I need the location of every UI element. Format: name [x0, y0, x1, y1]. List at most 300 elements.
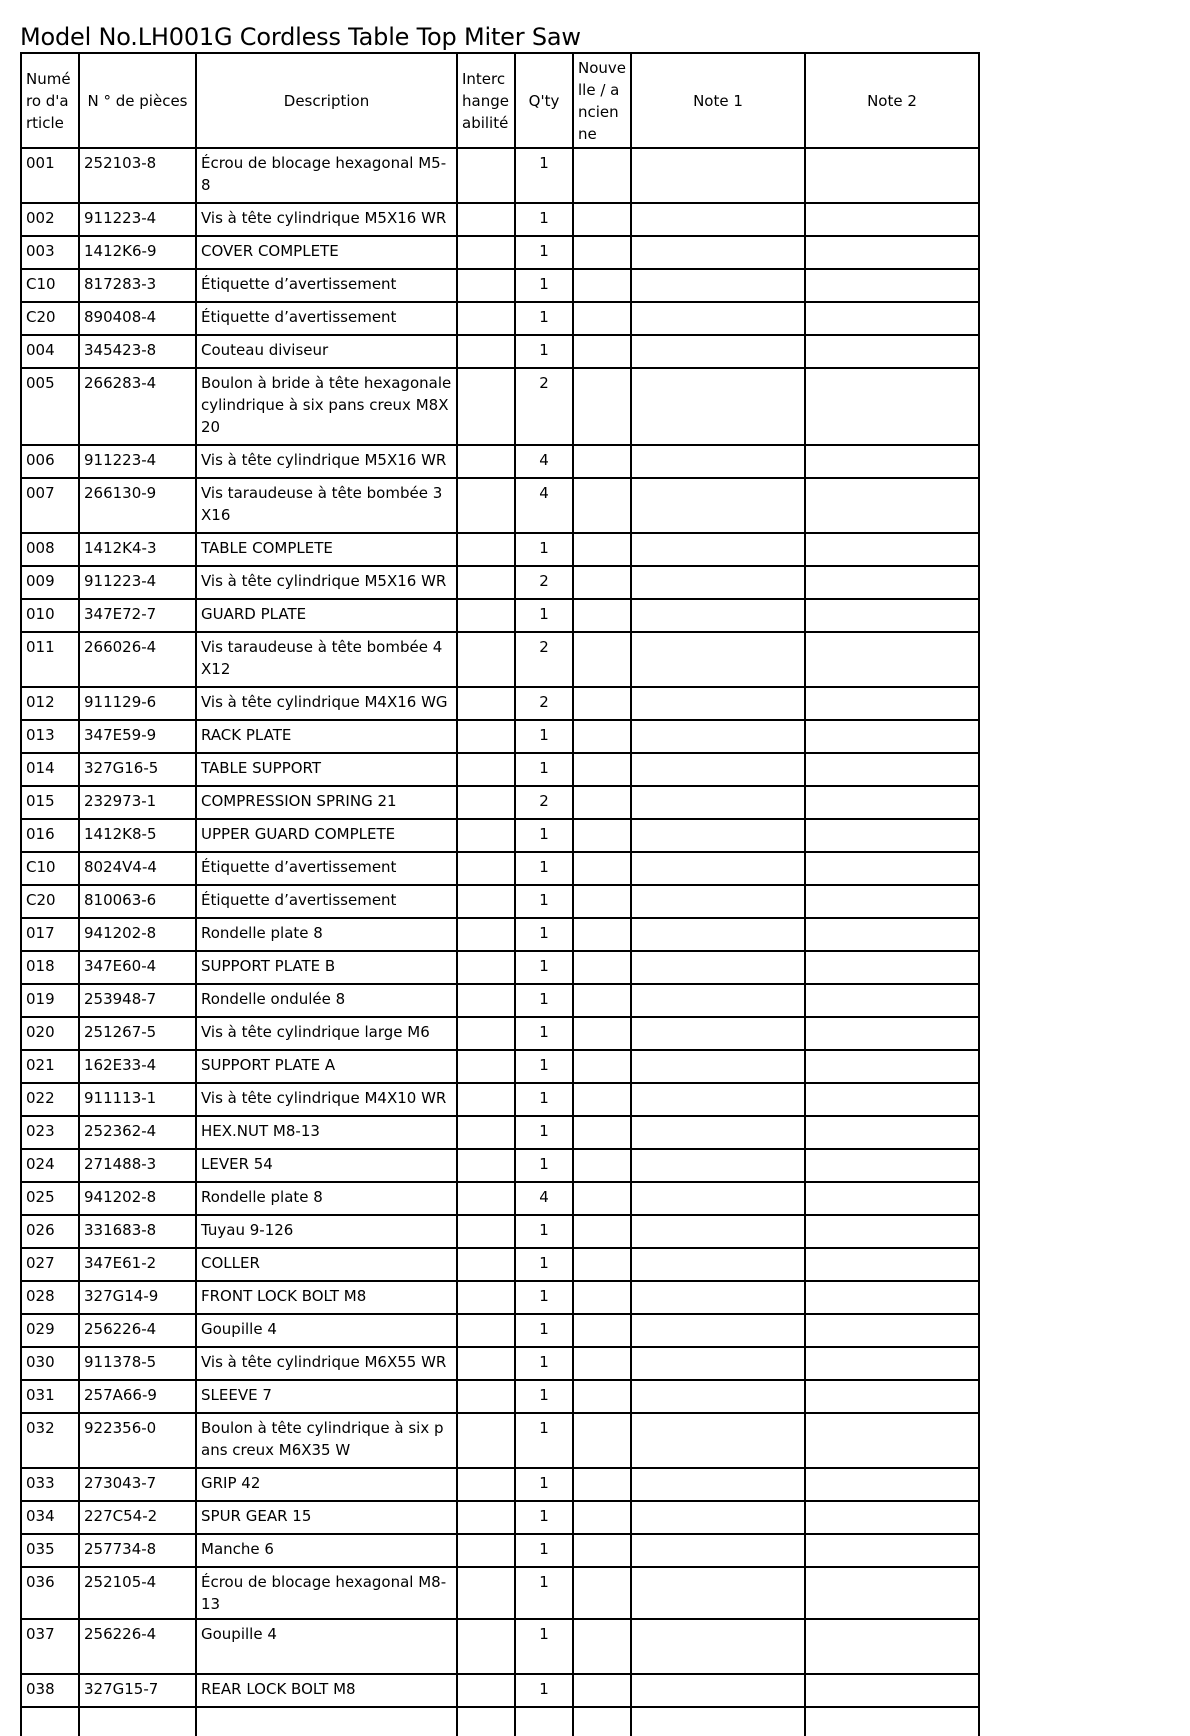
- part-no-cell: 252103-8: [79, 148, 196, 203]
- part-no-cell: 227C54-2: [79, 1501, 196, 1534]
- qty-cell: 1: [515, 1050, 573, 1083]
- description-cell: COVER COMPLETE: [196, 236, 457, 269]
- qty-cell: 2: [515, 786, 573, 819]
- interchangeability-cell: [457, 687, 515, 720]
- table-row: [21, 918, 979, 951]
- item-no-cell: C20: [21, 302, 79, 335]
- description-cell: RACK PLATE: [196, 720, 457, 753]
- interchangeability-cell: [457, 819, 515, 852]
- qty-cell: 4: [515, 478, 573, 533]
- part-no-cell: 911113-1: [79, 1083, 196, 1116]
- description-cell: HEX.NUT M8-13: [196, 1116, 457, 1149]
- part-no-cell: 252362-4: [79, 1116, 196, 1149]
- part-no-cell: 257734-8: [79, 1534, 196, 1567]
- item-no-cell: 021: [21, 1050, 79, 1083]
- note1-cell: [631, 1182, 805, 1215]
- qty-cell: 1: [515, 1248, 573, 1281]
- note2-cell: [805, 1413, 979, 1468]
- qty-cell: 2: [515, 687, 573, 720]
- note2-cell: [805, 1116, 979, 1149]
- description-cell: Boulon à bride à tête hexagonale cylindrique à six pans creux M8X20: [196, 368, 457, 445]
- note1-cell: [631, 819, 805, 852]
- description-cell: Étiquette d’avertissement: [196, 852, 457, 885]
- note1-cell: [631, 533, 805, 566]
- part-no-cell: 810063-6: [79, 885, 196, 918]
- item-no-cell: 017: [21, 918, 79, 951]
- item-no-cell: 024: [21, 1149, 79, 1182]
- part-no-cell: 253948-7: [79, 984, 196, 1017]
- table-row: [21, 852, 979, 885]
- new-old-cell: [573, 1674, 631, 1707]
- item-no-cell: 033: [21, 1468, 79, 1501]
- note1-cell: [631, 1413, 805, 1468]
- table-row: [21, 566, 979, 599]
- item-no-cell: 023: [21, 1116, 79, 1149]
- part-no-cell: 922356-0: [79, 1413, 196, 1468]
- note1-cell: [631, 1050, 805, 1083]
- header-qty: Q'ty: [515, 53, 573, 148]
- description-cell: Vis à tête cylindrique M4X16 WG: [196, 687, 457, 720]
- interchangeability-cell: [457, 148, 515, 203]
- new-old-cell: [573, 852, 631, 885]
- note2-cell: [805, 368, 979, 445]
- item-no-cell: C10: [21, 269, 79, 302]
- note2-cell: [805, 753, 979, 786]
- item-no-cell: 037: [21, 1619, 79, 1674]
- header-note2: Note 2: [805, 53, 979, 148]
- note2-cell: [805, 1248, 979, 1281]
- table-row: [21, 1215, 979, 1248]
- note1-cell: [631, 1567, 805, 1619]
- interchangeability-cell: [457, 269, 515, 302]
- interchangeability-cell: [457, 1567, 515, 1619]
- description-cell: TABLE SUPPORT: [196, 753, 457, 786]
- interchangeability-cell: [457, 1380, 515, 1413]
- description-cell: TABLE COMPLETE: [196, 533, 457, 566]
- new-old-cell: [573, 1182, 631, 1215]
- note1-cell: [631, 1468, 805, 1501]
- note2-cell: [805, 1534, 979, 1567]
- part-no-cell: 327G14-9: [79, 1281, 196, 1314]
- interchangeability-cell: [457, 368, 515, 445]
- description-cell: Écrou de blocage hexagonal M5-8: [196, 148, 457, 203]
- interchangeability-cell: [457, 445, 515, 478]
- description-cell: Étiquette d’avertissement: [196, 885, 457, 918]
- note2-cell: [805, 236, 979, 269]
- note1-cell: [631, 566, 805, 599]
- item-no-cell: 027: [21, 1248, 79, 1281]
- table-row: [21, 1182, 979, 1215]
- header-note1: Note 1: [631, 53, 805, 148]
- qty-cell: 1: [515, 269, 573, 302]
- description-cell: Vis à tête cylindrique M5X16 WR: [196, 566, 457, 599]
- empty-cell: [21, 1707, 79, 1736]
- note2-cell: [805, 885, 979, 918]
- item-no-cell: 031: [21, 1380, 79, 1413]
- qty-cell: 2: [515, 566, 573, 599]
- new-old-cell: [573, 918, 631, 951]
- note2-cell: [805, 203, 979, 236]
- note2-cell: [805, 918, 979, 951]
- description-cell: Goupille 4: [196, 1619, 457, 1674]
- item-no-cell: 019: [21, 984, 79, 1017]
- description-cell: Vis à tête cylindrique M4X10 WR: [196, 1083, 457, 1116]
- new-old-cell: [573, 566, 631, 599]
- part-no-cell: 347E61-2: [79, 1248, 196, 1281]
- part-no-cell: 252105-4: [79, 1567, 196, 1619]
- new-old-cell: [573, 335, 631, 368]
- table-row-empty: [21, 1707, 979, 1736]
- part-no-cell: 941202-8: [79, 1182, 196, 1215]
- table-row: [21, 885, 979, 918]
- item-no-cell: 014: [21, 753, 79, 786]
- qty-cell: 2: [515, 368, 573, 445]
- table-row: [21, 720, 979, 753]
- new-old-cell: [573, 1248, 631, 1281]
- note2-cell: [805, 786, 979, 819]
- header-description: Description: [196, 53, 457, 148]
- note2-cell: [805, 478, 979, 533]
- note1-cell: [631, 984, 805, 1017]
- description-cell: Rondelle ondulée 8: [196, 984, 457, 1017]
- note1-cell: [631, 1619, 805, 1674]
- part-no-cell: 327G15-7: [79, 1674, 196, 1707]
- note2-cell: [805, 951, 979, 984]
- description-cell: Vis à tête cylindrique M5X16 WR: [196, 445, 457, 478]
- qty-cell: 1: [515, 1083, 573, 1116]
- qty-cell: 1: [515, 1314, 573, 1347]
- item-no-cell: 036: [21, 1567, 79, 1619]
- new-old-cell: [573, 533, 631, 566]
- note1-cell: [631, 1534, 805, 1567]
- note1-cell: [631, 885, 805, 918]
- note2-cell: [805, 720, 979, 753]
- item-no-cell: 020: [21, 1017, 79, 1050]
- interchangeability-cell: [457, 1281, 515, 1314]
- new-old-cell: [573, 148, 631, 203]
- description-cell: SUPPORT PLATE A: [196, 1050, 457, 1083]
- description-cell: Vis à tête cylindrique large M6: [196, 1017, 457, 1050]
- note2-cell: [805, 566, 979, 599]
- interchangeability-cell: [457, 1248, 515, 1281]
- note2-cell: [805, 1314, 979, 1347]
- table-row: [21, 819, 979, 852]
- part-no-cell: 941202-8: [79, 918, 196, 951]
- interchangeability-cell: [457, 951, 515, 984]
- part-no-cell: 162E33-4: [79, 1050, 196, 1083]
- part-no-cell: 911223-4: [79, 445, 196, 478]
- note1-cell: [631, 1116, 805, 1149]
- description-cell: GUARD PLATE: [196, 599, 457, 632]
- table-row: [21, 1347, 979, 1380]
- table-row: [21, 687, 979, 720]
- table-row: [21, 1674, 979, 1707]
- table-row: [21, 1149, 979, 1182]
- item-no-cell: 016: [21, 819, 79, 852]
- item-no-cell: 029: [21, 1314, 79, 1347]
- new-old-cell: [573, 1619, 631, 1674]
- interchangeability-cell: [457, 720, 515, 753]
- table-row: [21, 236, 979, 269]
- note1-cell: [631, 720, 805, 753]
- qty-cell: 1: [515, 335, 573, 368]
- interchangeability-cell: [457, 786, 515, 819]
- note1-cell: [631, 1215, 805, 1248]
- interchangeability-cell: [457, 1674, 515, 1707]
- description-cell: Tuyau 9-126: [196, 1215, 457, 1248]
- new-old-cell: [573, 599, 631, 632]
- part-no-cell: 273043-7: [79, 1468, 196, 1501]
- note2-cell: [805, 687, 979, 720]
- new-old-cell: [573, 753, 631, 786]
- note1-cell: [631, 852, 805, 885]
- header-new-old: Nouvelle / ancienne: [573, 53, 631, 148]
- qty-cell: 1: [515, 819, 573, 852]
- new-old-cell: [573, 1281, 631, 1314]
- description-cell: Boulon à tête cylindrique à six pans creux M6X35 W: [196, 1413, 457, 1468]
- qty-cell: 1: [515, 1149, 573, 1182]
- empty-cell: [457, 1707, 515, 1736]
- interchangeability-cell: [457, 302, 515, 335]
- note2-cell: [805, 1468, 979, 1501]
- note2-cell: [805, 1017, 979, 1050]
- interchangeability-cell: [457, 1050, 515, 1083]
- qty-cell: 1: [515, 1674, 573, 1707]
- part-no-cell: 266283-4: [79, 368, 196, 445]
- interchangeability-cell: [457, 236, 515, 269]
- note2-cell: [805, 599, 979, 632]
- part-no-cell: 266130-9: [79, 478, 196, 533]
- part-no-cell: 266026-4: [79, 632, 196, 687]
- interchangeability-cell: [457, 885, 515, 918]
- item-no-cell: 015: [21, 786, 79, 819]
- table-row: [21, 1534, 979, 1567]
- part-no-cell: 257A66-9: [79, 1380, 196, 1413]
- qty-cell: 1: [515, 203, 573, 236]
- interchangeability-cell: [457, 1149, 515, 1182]
- item-no-cell: C20: [21, 885, 79, 918]
- note1-cell: [631, 1380, 805, 1413]
- note1-cell: [631, 478, 805, 533]
- new-old-cell: [573, 1083, 631, 1116]
- item-no-cell: 028: [21, 1281, 79, 1314]
- item-no-cell: 011: [21, 632, 79, 687]
- part-no-cell: 890408-4: [79, 302, 196, 335]
- new-old-cell: [573, 786, 631, 819]
- part-no-cell: 256226-4: [79, 1619, 196, 1674]
- item-no-cell: 030: [21, 1347, 79, 1380]
- qty-cell: 1: [515, 533, 573, 566]
- table-row: [21, 1050, 979, 1083]
- qty-cell: 1: [515, 599, 573, 632]
- new-old-cell: [573, 720, 631, 753]
- item-no-cell: 025: [21, 1182, 79, 1215]
- table-row: [21, 786, 979, 819]
- part-no-cell: 911223-4: [79, 566, 196, 599]
- note1-cell: [631, 1281, 805, 1314]
- note2-cell: [805, 1567, 979, 1619]
- part-no-cell: 8024V4-4: [79, 852, 196, 885]
- interchangeability-cell: [457, 753, 515, 786]
- description-cell: SUPPORT PLATE B: [196, 951, 457, 984]
- qty-cell: 1: [515, 720, 573, 753]
- table-row: [21, 1619, 979, 1674]
- interchangeability-cell: [457, 203, 515, 236]
- qty-cell: 4: [515, 1182, 573, 1215]
- interchangeability-cell: [457, 1501, 515, 1534]
- new-old-cell: [573, 1413, 631, 1468]
- description-cell: Goupille 4: [196, 1314, 457, 1347]
- parts-table: [20, 52, 980, 1736]
- empty-cell: [631, 1707, 805, 1736]
- note2-cell: [805, 269, 979, 302]
- new-old-cell: [573, 236, 631, 269]
- note1-cell: [631, 1501, 805, 1534]
- part-no-cell: 232973-1: [79, 786, 196, 819]
- qty-cell: 1: [515, 1347, 573, 1380]
- table-row: [21, 1468, 979, 1501]
- table-row: [21, 1248, 979, 1281]
- new-old-cell: [573, 885, 631, 918]
- table-row: [21, 951, 979, 984]
- new-old-cell: [573, 632, 631, 687]
- description-cell: GRIP 42: [196, 1468, 457, 1501]
- qty-cell: 1: [515, 1567, 573, 1619]
- table-row: [21, 302, 979, 335]
- interchangeability-cell: [457, 566, 515, 599]
- description-cell: COLLER: [196, 1248, 457, 1281]
- table-row: [21, 1017, 979, 1050]
- item-no-cell: 010: [21, 599, 79, 632]
- description-cell: Couteau diviseur: [196, 335, 457, 368]
- note1-cell: [631, 203, 805, 236]
- part-no-cell: 271488-3: [79, 1149, 196, 1182]
- table-row: [21, 1083, 979, 1116]
- interchangeability-cell: [457, 1116, 515, 1149]
- note2-cell: [805, 1619, 979, 1674]
- note2-cell: [805, 632, 979, 687]
- interchangeability-cell: [457, 1017, 515, 1050]
- qty-cell: 1: [515, 236, 573, 269]
- note1-cell: [631, 1674, 805, 1707]
- new-old-cell: [573, 951, 631, 984]
- description-cell: Vis à tête cylindrique M6X55 WR: [196, 1347, 457, 1380]
- interchangeability-cell: [457, 1468, 515, 1501]
- empty-cell: [805, 1707, 979, 1736]
- note1-cell: [631, 1083, 805, 1116]
- note2-cell: [805, 1380, 979, 1413]
- item-no-cell: 034: [21, 1501, 79, 1534]
- new-old-cell: [573, 1501, 631, 1534]
- note2-cell: [805, 1347, 979, 1380]
- part-no-cell: 347E59-9: [79, 720, 196, 753]
- note1-cell: [631, 1149, 805, 1182]
- note1-cell: [631, 236, 805, 269]
- qty-cell: 2: [515, 632, 573, 687]
- qty-cell: 1: [515, 1116, 573, 1149]
- table-row: [21, 753, 979, 786]
- table-row: [21, 533, 979, 566]
- item-no-cell: 003: [21, 236, 79, 269]
- table-row: [21, 368, 979, 445]
- part-no-cell: 347E72-7: [79, 599, 196, 632]
- table-row: [21, 1501, 979, 1534]
- note2-cell: [805, 148, 979, 203]
- note1-cell: [631, 445, 805, 478]
- interchangeability-cell: [457, 478, 515, 533]
- interchangeability-cell: [457, 1619, 515, 1674]
- note1-cell: [631, 302, 805, 335]
- description-cell: Manche 6: [196, 1534, 457, 1567]
- part-no-cell: 1412K4-3: [79, 533, 196, 566]
- note1-cell: [631, 1017, 805, 1050]
- note2-cell: [805, 819, 979, 852]
- note2-cell: [805, 533, 979, 566]
- table-row: [21, 1567, 979, 1619]
- qty-cell: 1: [515, 951, 573, 984]
- item-no-cell: 012: [21, 687, 79, 720]
- note2-cell: [805, 445, 979, 478]
- interchangeability-cell: [457, 852, 515, 885]
- item-no-cell: 022: [21, 1083, 79, 1116]
- interchangeability-cell: [457, 1314, 515, 1347]
- qty-cell: 4: [515, 445, 573, 478]
- description-cell: REAR LOCK BOLT M8: [196, 1674, 457, 1707]
- note1-cell: [631, 687, 805, 720]
- part-no-cell: 911378-5: [79, 1347, 196, 1380]
- qty-cell: 1: [515, 1534, 573, 1567]
- qty-cell: 1: [515, 1468, 573, 1501]
- note1-cell: [631, 335, 805, 368]
- qty-cell: 1: [515, 885, 573, 918]
- item-no-cell: C10: [21, 852, 79, 885]
- description-cell: Rondelle plate 8: [196, 918, 457, 951]
- description-cell: COMPRESSION SPRING 21: [196, 786, 457, 819]
- part-no-cell: 327G16-5: [79, 753, 196, 786]
- item-no-cell: 007: [21, 478, 79, 533]
- new-old-cell: [573, 1215, 631, 1248]
- item-no-cell: 032: [21, 1413, 79, 1468]
- new-old-cell: [573, 1534, 631, 1567]
- qty-cell: 1: [515, 984, 573, 1017]
- new-old-cell: [573, 1149, 631, 1182]
- description-cell: Rondelle plate 8: [196, 1182, 457, 1215]
- note1-cell: [631, 1347, 805, 1380]
- new-old-cell: [573, 1116, 631, 1149]
- qty-cell: 1: [515, 1380, 573, 1413]
- part-no-cell: 911129-6: [79, 687, 196, 720]
- qty-cell: 1: [515, 1215, 573, 1248]
- description-cell: Étiquette d’avertissement: [196, 269, 457, 302]
- description-cell: Vis taraudeuse à tête bombée 4X12: [196, 632, 457, 687]
- qty-cell: 1: [515, 1281, 573, 1314]
- note2-cell: [805, 1501, 979, 1534]
- interchangeability-cell: [457, 533, 515, 566]
- item-no-cell: 006: [21, 445, 79, 478]
- table-row: [21, 599, 979, 632]
- table-row: [21, 445, 979, 478]
- note2-cell: [805, 1182, 979, 1215]
- header-item-no: Numéro d'article: [21, 53, 79, 148]
- interchangeability-cell: [457, 1182, 515, 1215]
- item-no-cell: 026: [21, 1215, 79, 1248]
- item-no-cell: 008: [21, 533, 79, 566]
- part-no-cell: 1412K6-9: [79, 236, 196, 269]
- qty-cell: 1: [515, 302, 573, 335]
- note1-cell: [631, 753, 805, 786]
- note2-cell: [805, 984, 979, 1017]
- note2-cell: [805, 1149, 979, 1182]
